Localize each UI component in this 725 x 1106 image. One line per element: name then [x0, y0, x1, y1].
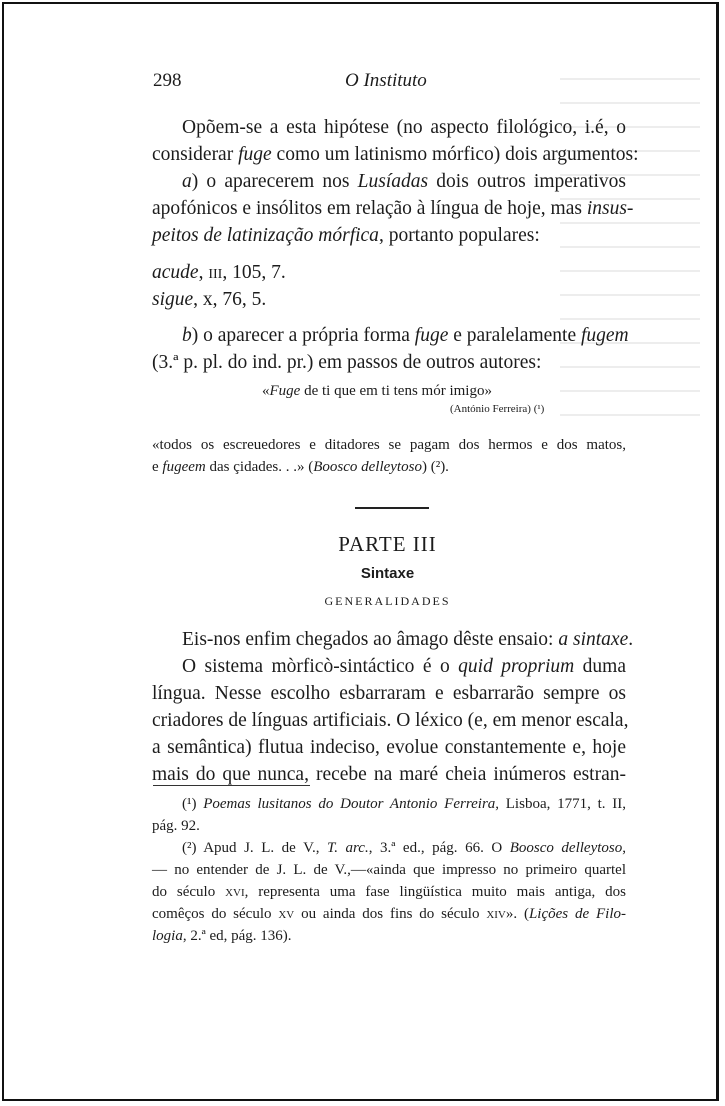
footnote-2-line5: logia, 2.ª ed, pág. 136).	[152, 928, 292, 944]
para4-line3: língua. Nesse escolho esbarraram e esbarrarão sempre os	[152, 683, 626, 704]
para3-line2: (3.ª p. pl. do ind. pr.) em passos de outros autores:	[152, 352, 542, 373]
footnote-1-line2: pág. 92.	[152, 818, 200, 834]
footnote-1-line1: (¹) Poemas lusitanos do Doutor Antonio Ferreira, Lisboa, 1771, t. II,	[182, 796, 626, 812]
section-subtitle: GENERALIDADES	[324, 594, 451, 608]
para1-line1: Opõem-se a esta hipótese (no aspecto filológico, i.é, o	[182, 117, 626, 138]
footnote-2-line1: (²) Apud J. L. de V., T. arc., 3.ª ed., pág. 66. O Boosco delleytoso,	[182, 840, 626, 856]
footnote-rule	[153, 785, 310, 786]
para4-line6: mais do que nunca, recebe na maré cheia inúmeros estran-	[152, 764, 626, 785]
quote2-line1: «todos os escreuedores e ditadores se pagam dos hermos e dos matos,	[152, 437, 626, 453]
quote1-line: «Fuge de ti que em ti tens mór imigo»	[262, 383, 492, 399]
footnote-2-line3: do século xvi, representa uma fase lingüística muito mais antiga, dos	[152, 884, 626, 900]
running-title: O Instituto	[345, 70, 427, 91]
para3-line1: b) o aparecer a própria forma fuge e paralelamente fugem	[182, 325, 629, 346]
footnote-2-line2: — no entender de J. L. de V.,—«ainda que impresso no primeiro quartel	[152, 862, 626, 878]
para2-line3: peitos de latinização mórfica, portanto populares:	[152, 225, 540, 246]
section-divider	[355, 507, 429, 509]
para2-line2: apofónicos e insólitos em relação à língua de hoje, mas insus-	[152, 198, 634, 219]
para4-line2: O sistema mòrficò-sintáctico é o quid proprium duma	[182, 656, 627, 677]
section-title: Sintaxe	[360, 565, 415, 582]
quote2-line2: e fugeem das çidades. . .» (Boosco delleytoso) (²).	[152, 459, 449, 475]
part-heading: PARTE III	[338, 532, 437, 556]
para4-line4: criadores de línguas artificiais. O léxico (e, em menor escala,	[152, 710, 629, 731]
citation-acude: acude, iii, 105, 7.	[152, 262, 286, 283]
page-number: 298	[153, 70, 182, 91]
para1-line2: considerar fuge como um latinismo mórfico) dois argumentos:	[152, 144, 639, 165]
para4-line5: a semântica) flutua indeciso, evolue constantemente e, hoje	[152, 737, 626, 758]
quote1-attribution: (António Ferreira) (¹)	[450, 403, 545, 415]
para4-line1: Eis-nos enfim chegados ao âmago dêste ensaio: a sintaxe.	[182, 629, 634, 650]
para2-line1: a) o aparecerem nos Lusíadas dois outros imperativos	[182, 171, 627, 192]
citation-sigue: sigue, x, 76, 5.	[152, 289, 267, 310]
footnote-2-line4: comêços do século xv ou ainda dos fins do século xiv». (Lições de Filo-	[152, 906, 626, 922]
